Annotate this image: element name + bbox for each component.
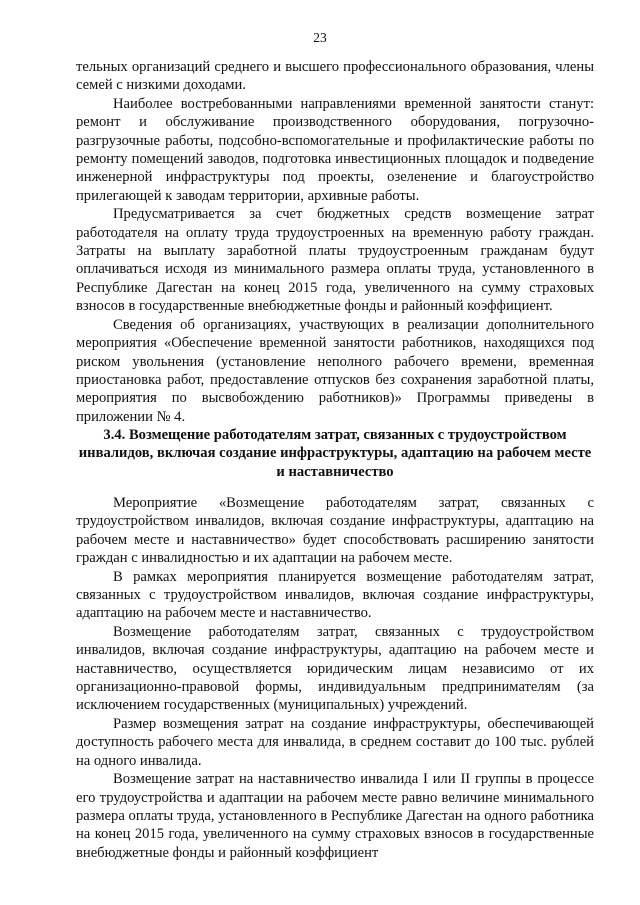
- paragraph: Наиболее востребованными направлениями временной занятости станут: ремонт и обслуживание производственного оборудования, погрузочно-разгрузочные работы, подсобно-вспомогательные и профилактические работы по ремонту помещений заводов, подготовка инвестиционных площадок и подведение инженерной инфраструктуры под проекты, озеленение и благоустройство прилегающей к заводам территории, архивные работы.: [76, 95, 594, 204]
- page-number: 23: [313, 30, 327, 45]
- paragraph: Возмещение работодателям затрат, связанных с трудоустройством инвалидов, включая создание инфраструктуры, адаптацию на рабочем месте и наставничество, осуществляется юридическим лицам независимо от их организационно-правовой формы, индивидуальным предпринимателям (за исключением государственных (муниципальных) учреждений.: [76, 623, 594, 714]
- paragraph: Размер возмещения затрат на создание инфраструктуры, обеспечивающей доступность рабочего места для инвалида, в среднем составит до 100 тыс. рублей на одного инвалида.: [76, 715, 594, 769]
- paragraph: Возмещение затрат на наставничество инвалида I или II группы в процессе его трудоустройства и адаптации на рабочем месте равно величине минимального размера оплаты труда, установленного в Республике Дагестан на одного работника на конец 2015 года, увеличенного на сумму страховых взносов в государственные внебюджетные фонды и районный коэффициент: [76, 771, 594, 861]
- section-heading: 3.4. Возмещение работодателям затрат, связанных с трудоустройством инвалидов, включая создание инфраструктуры, адаптацию на рабочем месте и наставничество: [78, 427, 592, 480]
- paragraph: Мероприятие «Возмещение работодателям затрат, связанных с трудоустройством инвалидов, включая создание инфраструктуры, адаптацию на рабочем месте и наставничество» будет способствовать расширению занятости граждан с инвалидностью и их адаптации на рабочем месте.: [76, 495, 594, 567]
- paragraph: Сведения об организациях, участвующих в реализации дополнительного мероприятия «Обеспечение временной занятости работников, находящихся под риском увольнения (установление неполного рабочего времени, временная приостановка работ, предоставление отпусков без сохранения заработной платы, мероприятия по высвобождению работников)» Программы приведены в приложении № 4.: [76, 316, 594, 425]
- paragraph: Предусматривается за счет бюджетных средств возмещение затрат работодателя на оплату труда трудоустроенных на временную работу граждан. Затраты на выплату заработной платы трудоустроенным гражданам будут оплачиваться исходя из минимального размера оплаты труда, установленного в Республике Дагестан на конец 2015 года, увеличенного на сумму страховых взносов в государственные внебюджетные фонды и районный коэффициент.: [76, 206, 594, 315]
- paragraph: В рамках мероприятия планируется возмещение работодателям затрат, связанных с трудоустройством инвалидов, включая создание инфраструктуры, адаптацию на рабочем месте и наставничество.: [76, 568, 594, 622]
- paragraph: тельных организаций среднего и высшего профессионального образования, члены семей с низкими доходами.: [76, 59, 594, 94]
- body-text-top: [76, 58, 594, 426]
- body-text-bottom: [76, 494, 594, 862]
